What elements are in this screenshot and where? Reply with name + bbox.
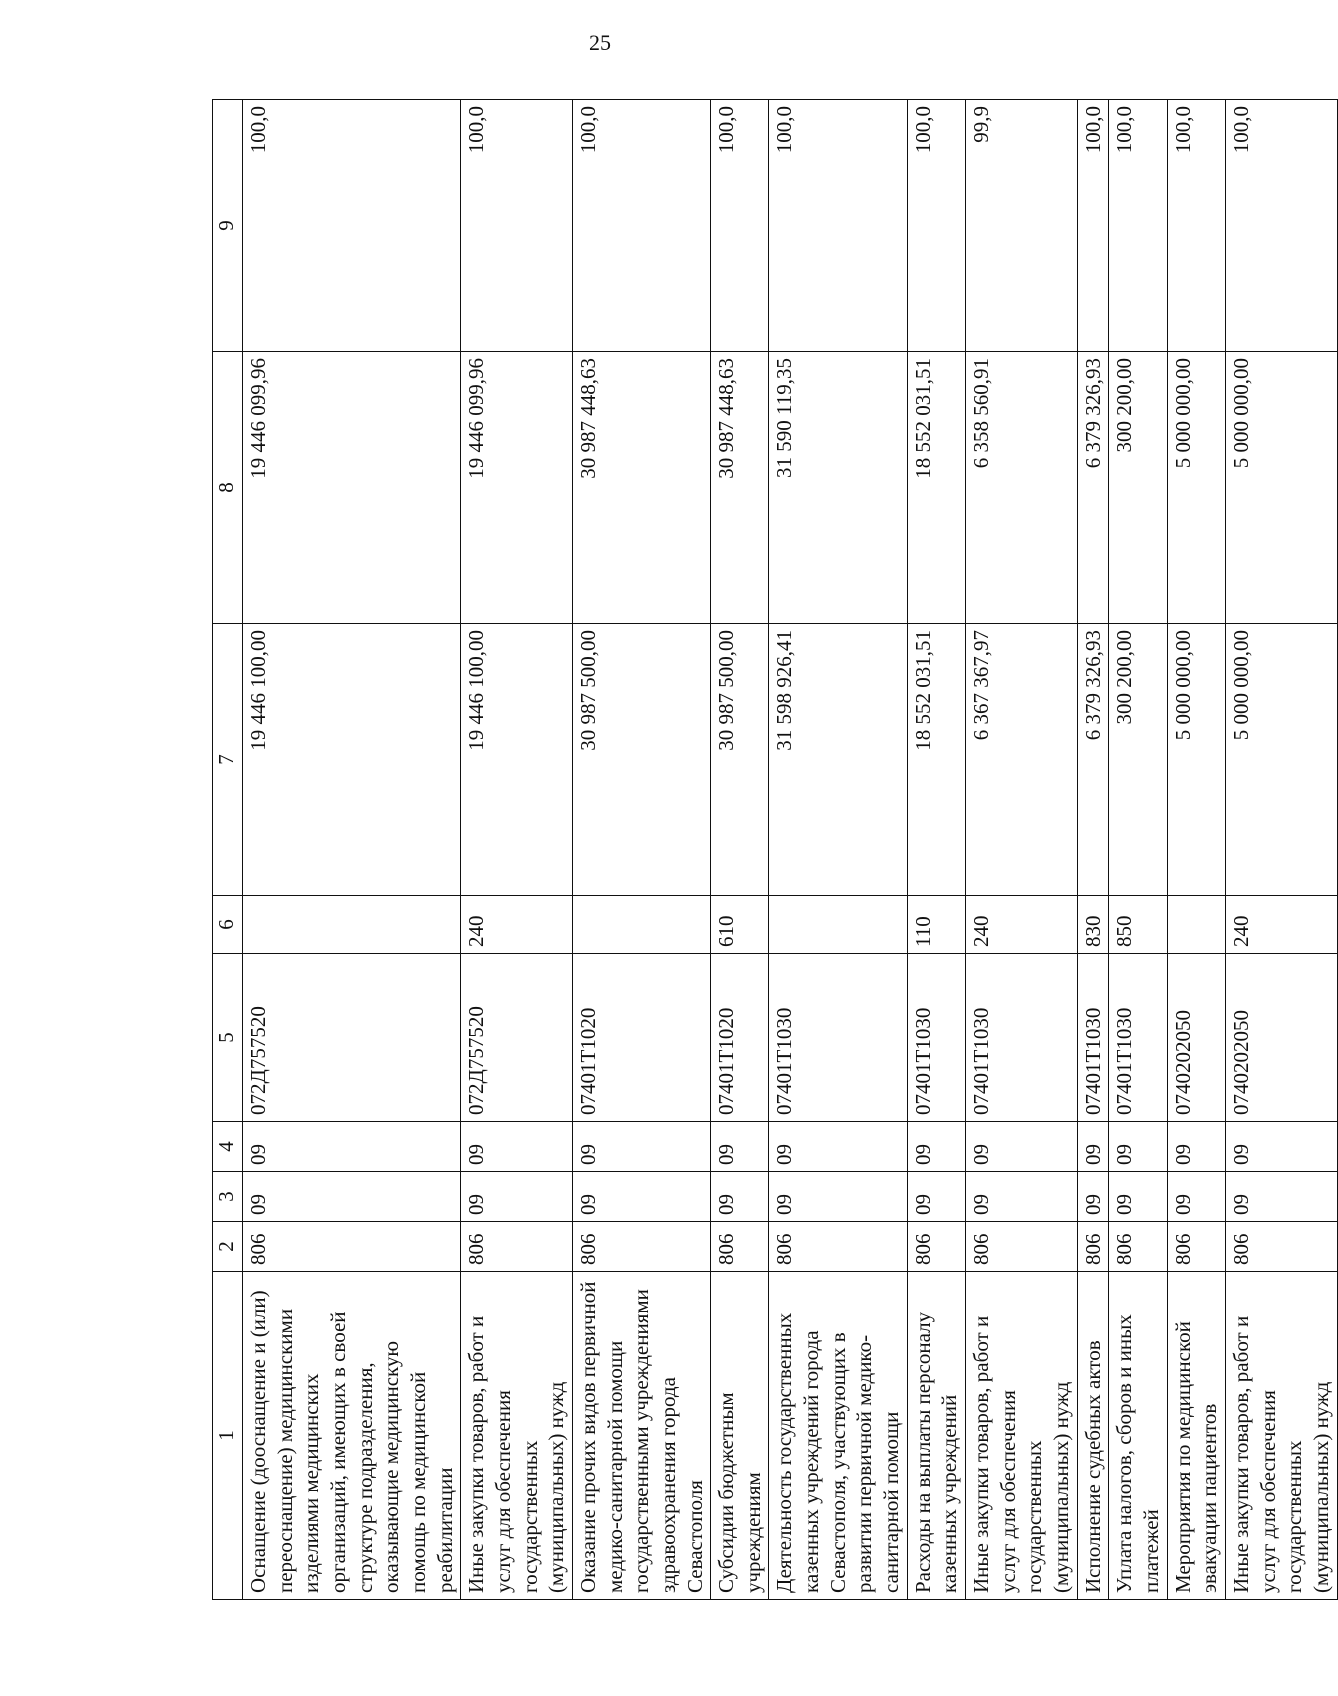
planned-amount: 31 598 926,41 bbox=[769, 624, 907, 896]
expense-type-code bbox=[769, 896, 907, 954]
admin-code: 806 bbox=[243, 1222, 461, 1272]
section-code: 09 bbox=[711, 1172, 769, 1222]
execution-percent: 100,0 bbox=[1225, 100, 1337, 352]
admin-code: 806 bbox=[1109, 1222, 1167, 1272]
section-code: 09 bbox=[1167, 1172, 1225, 1222]
column-header: 6 bbox=[213, 896, 243, 954]
admin-code: 806 bbox=[711, 1222, 769, 1272]
execution-percent: 100,0 bbox=[572, 100, 710, 352]
section-code: 09 bbox=[1109, 1172, 1167, 1222]
column-header: 4 bbox=[213, 1122, 243, 1172]
table-row bbox=[1167, 100, 1225, 1600]
execution-percent: 100,0 bbox=[461, 100, 573, 352]
column-header: 1 bbox=[213, 1272, 243, 1600]
expense-type-code bbox=[1167, 896, 1225, 954]
subsection-code: 09 bbox=[966, 1122, 1078, 1172]
planned-amount: 6 367 367,97 bbox=[966, 624, 1078, 896]
subsection-code: 09 bbox=[907, 1122, 965, 1172]
subsection-code: 09 bbox=[1225, 1122, 1337, 1172]
planned-amount: 6 379 326,93 bbox=[1077, 624, 1109, 896]
expense-type-code: 240 bbox=[1225, 896, 1337, 954]
item-name: Иные закупки товаров, работ и услуг для обеспечения государственных (муниципальных) нужд bbox=[461, 1272, 573, 1600]
table-header-row bbox=[213, 100, 243, 1600]
item-name: Оснащение (дооснащение и (или) переоснащение) медицинскими изделиями медицинских организаций, имеющих в своей структуре подразделения, оказывающие медицинскую помощь по медицинской реабилитации bbox=[243, 1272, 461, 1600]
section-code: 09 bbox=[1225, 1172, 1337, 1222]
budget-table-container bbox=[212, 100, 1333, 1600]
expense-type-code: 610 bbox=[711, 896, 769, 954]
planned-amount: 5 000 000,00 bbox=[1167, 624, 1225, 896]
section-code: 09 bbox=[461, 1172, 573, 1222]
executed-amount: 30 987 448,63 bbox=[572, 352, 710, 624]
column-header: 2 bbox=[213, 1222, 243, 1272]
table-row bbox=[711, 100, 769, 1600]
admin-code: 806 bbox=[1077, 1222, 1109, 1272]
item-name: Уплата налогов, сборов и иных платежей bbox=[1109, 1272, 1167, 1600]
section-code: 09 bbox=[572, 1172, 710, 1222]
table-row bbox=[572, 100, 710, 1600]
section-code: 09 bbox=[769, 1172, 907, 1222]
subsection-code: 09 bbox=[711, 1122, 769, 1172]
admin-code: 806 bbox=[1225, 1222, 1337, 1272]
expense-type-code: 830 bbox=[1077, 896, 1109, 954]
section-code: 09 bbox=[243, 1172, 461, 1222]
executed-amount: 19 446 099,96 bbox=[461, 352, 573, 624]
item-name: Деятельность государственных казенных учреждений города Севастополя, участвующих в развитии первичной медико-санитарной помощи bbox=[769, 1272, 907, 1600]
execution-percent: 100,0 bbox=[907, 100, 965, 352]
section-code: 09 bbox=[907, 1172, 965, 1222]
planned-amount: 300 200,00 bbox=[1109, 624, 1167, 896]
admin-code: 806 bbox=[1167, 1222, 1225, 1272]
subsection-code: 09 bbox=[769, 1122, 907, 1172]
executed-amount: 30 987 448,63 bbox=[711, 352, 769, 624]
table-row bbox=[1109, 100, 1167, 1600]
planned-amount: 19 446 100,00 bbox=[461, 624, 573, 896]
target-article-code: 0740202050 bbox=[1225, 954, 1337, 1122]
executed-amount: 5 000 000,00 bbox=[1225, 352, 1337, 624]
subsection-code: 09 bbox=[243, 1122, 461, 1172]
executed-amount: 5 000 000,00 bbox=[1167, 352, 1225, 624]
executed-amount: 300 200,00 bbox=[1109, 352, 1167, 624]
column-header: 8 bbox=[213, 352, 243, 624]
target-article-code: 07401Т1030 bbox=[907, 954, 965, 1122]
execution-percent: 100,0 bbox=[243, 100, 461, 352]
section-code: 09 bbox=[966, 1172, 1078, 1222]
item-name: Мероприятия по медицинской эвакуации пациентов bbox=[1167, 1272, 1225, 1600]
target-article-code: 07401Т1030 bbox=[769, 954, 907, 1122]
target-article-code: 072Д757520 bbox=[243, 954, 461, 1122]
expense-type-code: 240 bbox=[966, 896, 1078, 954]
item-name: Иные закупки товаров, работ и услуг для обеспечения государственных (муниципальных) нужд bbox=[966, 1272, 1078, 1600]
execution-percent: 99,9 bbox=[966, 100, 1078, 352]
target-article-code: 07401Т1030 bbox=[966, 954, 1078, 1122]
subsection-code: 09 bbox=[461, 1122, 573, 1172]
execution-percent: 100,0 bbox=[769, 100, 907, 352]
page-number: 25 bbox=[589, 30, 611, 55]
admin-code: 806 bbox=[572, 1222, 710, 1272]
expense-type-code: 110 bbox=[907, 896, 965, 954]
table-row bbox=[966, 100, 1078, 1600]
planned-amount: 18 552 031,51 bbox=[907, 624, 965, 896]
column-header: 7 bbox=[213, 624, 243, 896]
subsection-code: 09 bbox=[572, 1122, 710, 1172]
admin-code: 806 bbox=[461, 1222, 573, 1272]
target-article-code: 07401Т1020 bbox=[711, 954, 769, 1122]
column-header: 3 bbox=[213, 1172, 243, 1222]
admin-code: 806 bbox=[907, 1222, 965, 1272]
target-article-code: 0740202050 bbox=[1167, 954, 1225, 1122]
table-row bbox=[907, 100, 965, 1600]
execution-percent: 100,0 bbox=[711, 100, 769, 352]
subsection-code: 09 bbox=[1077, 1122, 1109, 1172]
table-row bbox=[243, 100, 461, 1600]
target-article-code: 072Д757520 bbox=[461, 954, 573, 1122]
section-code: 09 bbox=[1077, 1172, 1109, 1222]
budget-table bbox=[212, 99, 1338, 1600]
expense-type-code bbox=[572, 896, 710, 954]
column-header: 9 bbox=[213, 100, 243, 352]
target-article-code: 07401Т1030 bbox=[1077, 954, 1109, 1122]
planned-amount: 30 987 500,00 bbox=[572, 624, 710, 896]
item-name: Исполнение судебных актов bbox=[1077, 1272, 1109, 1600]
item-name: Субсидии бюджетным учреждениям bbox=[711, 1272, 769, 1600]
column-header: 5 bbox=[213, 954, 243, 1122]
executed-amount: 6 358 560,91 bbox=[966, 352, 1078, 624]
executed-amount: 18 552 031,51 bbox=[907, 352, 965, 624]
expense-type-code bbox=[243, 896, 461, 954]
item-name: Оказание прочих видов первичной медико-санитарной помощи государственными учреждениями здравоохранения города Севастополя bbox=[572, 1272, 710, 1600]
executed-amount: 31 590 119,35 bbox=[769, 352, 907, 624]
subsection-code: 09 bbox=[1109, 1122, 1167, 1172]
admin-code: 806 bbox=[966, 1222, 1078, 1272]
planned-amount: 19 446 100,00 bbox=[243, 624, 461, 896]
execution-percent: 100,0 bbox=[1077, 100, 1109, 352]
subsection-code: 09 bbox=[1167, 1122, 1225, 1172]
target-article-code: 07401Т1020 bbox=[572, 954, 710, 1122]
item-name: Расходы на выплаты персоналу казенных учреждений bbox=[907, 1272, 965, 1600]
executed-amount: 6 379 326,93 bbox=[1077, 352, 1109, 624]
expense-type-code: 240 bbox=[461, 896, 573, 954]
executed-amount: 19 446 099,96 bbox=[243, 352, 461, 624]
item-name: Иные закупки товаров, работ и услуг для обеспечения государственных (муниципальных) нужд bbox=[1225, 1272, 1337, 1600]
planned-amount: 30 987 500,00 bbox=[711, 624, 769, 896]
expense-type-code: 850 bbox=[1109, 896, 1167, 954]
table-row bbox=[769, 100, 907, 1600]
execution-percent: 100,0 bbox=[1167, 100, 1225, 352]
target-article-code: 07401Т1030 bbox=[1109, 954, 1167, 1122]
table-row bbox=[1225, 100, 1337, 1600]
admin-code: 806 bbox=[769, 1222, 907, 1272]
table-row bbox=[1077, 100, 1109, 1600]
planned-amount: 5 000 000,00 bbox=[1225, 624, 1337, 896]
execution-percent: 100,0 bbox=[1109, 100, 1167, 352]
table-row bbox=[461, 100, 573, 1600]
